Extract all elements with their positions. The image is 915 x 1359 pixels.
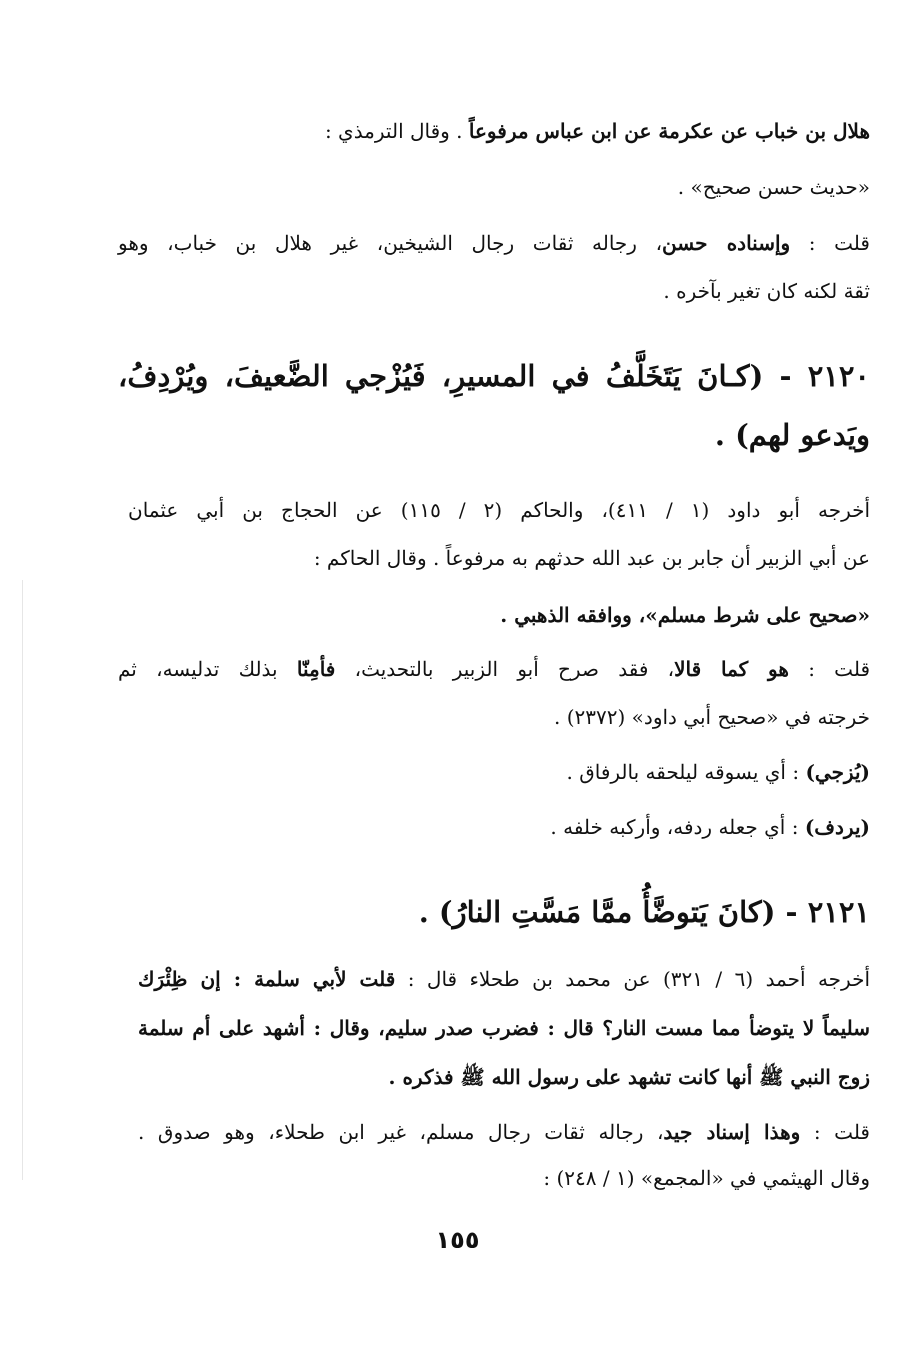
text-line [138, 1117, 870, 1147]
text-line [128, 495, 870, 525]
bold-text-segment: (يردف) [804, 815, 870, 839]
bold-text-segment: قلت لأبي سلمة : إن ظِئْرَك [138, 967, 396, 991]
text-segment: : أي يسوقه ليلحقه بالرفاق . [566, 760, 806, 784]
text-segment: «حديث حسن صحيح» . [677, 175, 870, 199]
text-line [110, 172, 870, 202]
text-segment: : أي جعله ردفه، وأركبه خلفه . [550, 815, 805, 839]
bold-text-segment: ٢١٢٠ - (كـانَ يَتَخَلَّفُ في المسيرِ، فَيُزْجي الضَّعيفَ، ويُرْدِفُ، [118, 359, 870, 393]
bold-text-segment: أشهد على أم سلمة [138, 1016, 305, 1040]
bold-text-segment: (يُزجي) [805, 760, 870, 784]
bold-text-segment: فأمِنّا [296, 657, 336, 681]
text-segment: أخرجه أبو داود (١ / ٤١١)، والحاكم (٢ / ١١٥) عن الحجاج بن أبي عثمان [128, 498, 871, 522]
text-segment: وقال الهيثمي في «المجمع» (١ / ٢٤٨) : [543, 1166, 870, 1190]
bold-text-segment: «صحيح على شرط مسلم»، ووافقه الذهبي . [500, 603, 870, 627]
bold-text-segment: وإسناده حسن [662, 231, 791, 255]
heading-hadith-2120-cont [110, 413, 870, 457]
heading-hadith-2121 [110, 890, 870, 934]
bold-text-segment: ويَدعو لهم) . [714, 418, 870, 452]
bold-text-segment: سليماً لا يتوضأ مما مست النار؟ قال : فضرب صدر سليم، وقال : [304, 1016, 870, 1040]
text-segment: عن أبي الزبير أن جابر بن عبد الله حدثهم به مرفوعاً . وقال الحاكم : [313, 546, 870, 570]
text-line [110, 702, 870, 732]
text-line [110, 600, 870, 630]
scan-edge-line [22, 580, 23, 1180]
bold-text-segment: هلال بن خباب عن عكرمة عن ابن عباس مرفوعاً [468, 119, 870, 143]
page-number: ١٥٥ [435, 1226, 480, 1254]
bold-text-segment: ٢١٢١ - (كانَ يَتوضَّأُ ممَّا مَسَّتِ النارُ) . [418, 895, 870, 929]
text-segment: خرجته في «صحيح أبي داود» (٢٣٧٢) . [554, 705, 870, 729]
text-line [110, 812, 870, 842]
text-line [110, 1163, 870, 1193]
text-line [110, 116, 870, 146]
text-line [118, 654, 870, 684]
text-segment: ، فقد صرح أبو الزبير بالتحديث، [335, 657, 675, 681]
text-line [110, 757, 870, 787]
text-segment: قلت : [790, 231, 870, 255]
text-segment: ثقة لكنه كان تغير بآخره . [663, 279, 870, 303]
bold-text-segment: هو كما قالا [674, 657, 789, 681]
text-segment: قلت : [788, 657, 871, 681]
bold-text-segment: زوج النبي ﷺ أنها كانت تشهد على رسول الله ﷺ فذكره . [388, 1065, 870, 1089]
text-line [138, 1013, 870, 1043]
text-segment: بذلك تدليسه، ثم [118, 657, 297, 681]
text-line [110, 1062, 870, 1092]
text-segment: . وقال الترمذي : [324, 119, 469, 143]
bold-text-segment: وهذا إسناد جيد [663, 1120, 801, 1144]
text-segment: ، رجاله ثقات رجال مسلم، غير ابن طحلاء، وهو صدوق . [138, 1120, 664, 1144]
text-line [138, 964, 870, 994]
text-segment: ، رجاله ثقات رجال الشيخين، غير هلال بن خباب، وهو [118, 231, 663, 255]
text-segment: قلت : [800, 1120, 870, 1144]
text-line [110, 276, 870, 306]
text-segment: أخرجه أحمد (٦ / ٣٢١) عن محمد بن طحلاء قال : [395, 967, 870, 991]
text-line [110, 543, 870, 573]
text-line [118, 228, 870, 258]
heading-hadith-2120 [118, 354, 870, 398]
